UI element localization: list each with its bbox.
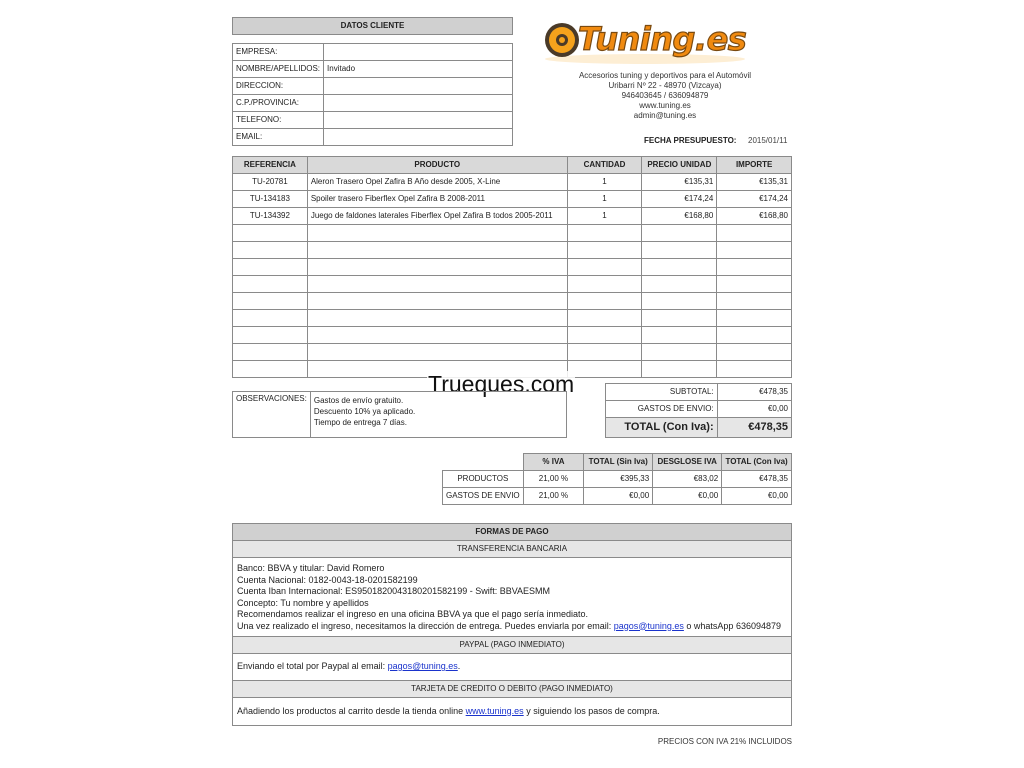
observations-text (310, 392, 566, 438)
transfer-line: Cuenta Iban Internacional: ES9501820043180201582199 - Swift: BBVAESMM (237, 586, 551, 596)
quote-date-label: FECHA PRESUPUESTO: (644, 136, 737, 145)
item-cell-product: Aleron Trasero Opel Zafira B Año desde 2005, X-Line (307, 174, 567, 191)
client-row (233, 78, 513, 95)
item-cell-qty: 1 (567, 208, 642, 225)
transfer-last-prefix: Una vez realizado el ingreso, necesitamos la dirección de entrega. Puedes enviarla por email: (237, 620, 614, 631)
footer-note: PRECIOS CON IVA 21% INCLUIDOS (657, 737, 792, 746)
paypal-details (233, 654, 791, 681)
item-cell-product: Juego de faldones laterales Fiberflex Opel Zafira B todos 2005-2011 (307, 208, 567, 225)
items-column-header: IMPORTE (717, 157, 792, 174)
iva-column-header: DESGLOSE IVA (653, 454, 722, 471)
iva-row-label: PRODUCTOS (443, 471, 524, 488)
paypal-prefix: Enviando el total por Paypal al email: (237, 661, 388, 671)
client-field-value (324, 78, 513, 95)
item-cell-amount: €168,80 (717, 208, 792, 225)
client-row (233, 112, 513, 129)
company-email: admin@tuning.es (633, 111, 697, 120)
item-cell-amount (717, 361, 792, 378)
item-cell-product (307, 310, 567, 327)
iva-cell: 21,00 % (523, 488, 584, 505)
item-cell-amount: €174,24 (717, 191, 792, 208)
item-cell-ref (233, 276, 308, 293)
item-cell-qty (567, 276, 642, 293)
iva-cell: €0,00 (653, 488, 722, 505)
transfer-email-link[interactable]: pagos@tuning.es (613, 620, 684, 631)
item-cell-product (307, 276, 567, 293)
item-cell-unit (642, 310, 717, 327)
empty-row (233, 327, 792, 344)
iva-cell: €478,35 (722, 471, 792, 488)
iva-cell: €395,33 (584, 471, 653, 488)
shipping-value: €0,00 (717, 401, 791, 418)
item-row (233, 174, 792, 191)
item-cell-unit (642, 361, 717, 378)
item-cell-product (307, 327, 567, 344)
item-cell-qty (567, 259, 642, 276)
client-field-label: EMAIL: (233, 129, 324, 146)
item-cell-product: Spoiler trasero Fiberflex Opel Zafira B 2008-2011 (307, 191, 567, 208)
empty-row (233, 310, 792, 327)
total-label: TOTAL (Con Iva): (606, 418, 718, 438)
empty-row (233, 293, 792, 310)
iva-cell: 21,00 % (523, 471, 584, 488)
item-cell-qty (567, 225, 642, 242)
iva-cell: €0,00 (722, 488, 792, 505)
company-address: Uribarri Nº 22 - 48970 (Vizcaya) (608, 81, 722, 90)
item-cell-amount: €135,31 (717, 174, 792, 191)
card-suffix: y siguiendo los pasos de compra. (523, 705, 660, 716)
transfer-last-suffix: o whatsApp 636094879 (683, 620, 781, 631)
iva-row-label: GASTOS DE ENVIO (443, 488, 524, 505)
iva-cell: €83,02 (653, 471, 722, 488)
item-row (233, 191, 792, 208)
observations-line: Tiempo de entrega 7 días. (313, 418, 407, 427)
iva-row (443, 471, 792, 488)
item-cell-ref (233, 310, 308, 327)
iva-column-header: TOTAL (Con Iva) (722, 454, 792, 471)
item-cell-amount (717, 344, 792, 361)
client-row (233, 95, 513, 112)
logo-wordmark: Tuning.es (578, 20, 747, 58)
iva-column-header: % IVA (523, 454, 584, 471)
item-cell-amount (717, 327, 792, 344)
iva-column-header: TOTAL (Sin Iva) (584, 454, 653, 471)
item-cell-unit: €135,31 (642, 174, 717, 191)
items-column-header: CANTIDAD (567, 157, 642, 174)
item-row (233, 208, 792, 225)
client-field-value (324, 129, 513, 146)
item-cell-unit: €168,80 (642, 208, 717, 225)
item-cell-unit (642, 327, 717, 344)
iva-row (443, 488, 792, 505)
item-cell-unit (642, 344, 717, 361)
item-cell-unit (642, 276, 717, 293)
payment-section (232, 523, 792, 726)
quote-date-value: 2015/01/11 (748, 136, 788, 145)
item-cell-amount (717, 276, 792, 293)
paypal-header: PAYPAL (PAGO INMEDIATO) (233, 637, 791, 654)
company-web: www.tuning.es (639, 101, 691, 110)
item-cell-qty (567, 361, 642, 378)
company-logo (538, 16, 753, 66)
item-cell-product (307, 259, 567, 276)
client-field-label: EMPRESA: (233, 44, 324, 61)
shipping-label: GASTOS DE ENVIO: (606, 401, 718, 418)
paypal-suffix: . (457, 661, 461, 671)
client-field-label: DIRECCION: (233, 78, 324, 95)
client-field-value: Invitado (324, 61, 513, 78)
transfer-line: Cuenta Nacional: 0182-0043-18-0201582199 (237, 574, 418, 585)
empty-row (233, 242, 792, 259)
transfer-line: Concepto: Tu nombre y apellidos (237, 597, 369, 608)
subtotal-value: €478,35 (717, 384, 791, 401)
transfer-details (233, 558, 791, 637)
transfer-header: TRANSFERENCIA BANCARIA (233, 541, 791, 558)
client-field-label: TELEFONO: (233, 112, 324, 129)
company-tagline: Accesorios tuning y deportivos para el Automóvil (578, 71, 752, 80)
payment-header: FORMAS DE PAGO (233, 524, 791, 541)
item-cell-ref: TU-134183 (233, 191, 308, 208)
item-cell-ref (233, 225, 308, 242)
item-cell-unit (642, 259, 717, 276)
item-cell-qty (567, 293, 642, 310)
client-row (233, 44, 513, 61)
observations-line: Descuento 10% ya aplicado. (313, 407, 416, 416)
items-column-header: REFERENCIA (233, 157, 308, 174)
card-header: TARJETA DE CREDITO O DEBITO (PAGO INMEDIATO) (233, 681, 791, 698)
subtotal-label: SUBTOTAL: (606, 384, 718, 401)
item-cell-ref (233, 259, 308, 276)
item-cell-ref (233, 344, 308, 361)
item-cell-qty: 1 (567, 191, 642, 208)
item-cell-amount (717, 259, 792, 276)
item-cell-amount (717, 293, 792, 310)
empty-row (233, 344, 792, 361)
item-cell-qty (567, 242, 642, 259)
card-prefix: Añadiendo los productos al carrito desde la tienda online (237, 705, 466, 716)
item-cell-ref: TU-134392 (233, 208, 308, 225)
client-field-value (324, 95, 513, 112)
item-cell-qty (567, 344, 642, 361)
transfer-line-last (237, 621, 787, 633)
card-details (233, 698, 791, 726)
watermark-text: Trueques.com (428, 371, 575, 397)
item-cell-amount (717, 242, 792, 259)
company-info (540, 71, 790, 121)
item-cell-product (307, 225, 567, 242)
item-cell-ref (233, 327, 308, 344)
item-cell-product (307, 242, 567, 259)
item-cell-ref (233, 293, 308, 310)
observations-line: Gastos de envío gratuito. (313, 396, 404, 405)
shop-link[interactable]: www.tuning.es (465, 705, 524, 716)
empty-row (233, 225, 792, 242)
item-cell-ref (233, 361, 308, 378)
transfer-line: Recomendamos realizar el ingreso en una oficina BBVA ya que el pago sería inmediato. (237, 609, 589, 619)
observations-table (232, 391, 567, 438)
total-value: €478,35 (717, 418, 791, 438)
item-cell-qty (567, 310, 642, 327)
client-field-value (324, 44, 513, 61)
item-cell-unit (642, 293, 717, 310)
totals-table (605, 383, 792, 438)
client-field-label: C.P./PROVINCIA: (233, 95, 324, 112)
items-table (232, 156, 792, 378)
empty-row (233, 276, 792, 293)
item-cell-ref: TU-20781 (233, 174, 308, 191)
company-phones: 946403645 / 636094879 (621, 91, 709, 100)
transfer-line: Banco: BBVA y titular: David Romero (237, 563, 385, 573)
item-cell-product (307, 344, 567, 361)
item-cell-unit (642, 242, 717, 259)
item-cell-qty: 1 (567, 174, 642, 191)
item-cell-product (307, 293, 567, 310)
item-cell-amount (717, 225, 792, 242)
paypal-email-link[interactable]: pagos@tuning.es (387, 661, 458, 671)
observations-label: OBSERVACIONES: (233, 392, 311, 438)
item-cell-qty (567, 327, 642, 344)
empty-row (233, 259, 792, 276)
item-cell-amount (717, 310, 792, 327)
iva-cell: €0,00 (584, 488, 653, 505)
client-field-value (324, 112, 513, 129)
iva-column-header (443, 454, 524, 471)
iva-table (442, 453, 792, 505)
client-header: DATOS CLIENTE (232, 17, 513, 35)
item-cell-unit: €174,24 (642, 191, 717, 208)
items-column-header: PRECIO UNIDAD (642, 157, 717, 174)
client-row (233, 129, 513, 146)
items-column-header: PRODUCTO (307, 157, 567, 174)
item-cell-ref (233, 242, 308, 259)
client-field-label: NOMBRE/APELLIDOS: (233, 61, 324, 78)
client-table (232, 43, 513, 146)
client-row (233, 61, 513, 78)
item-cell-unit (642, 225, 717, 242)
